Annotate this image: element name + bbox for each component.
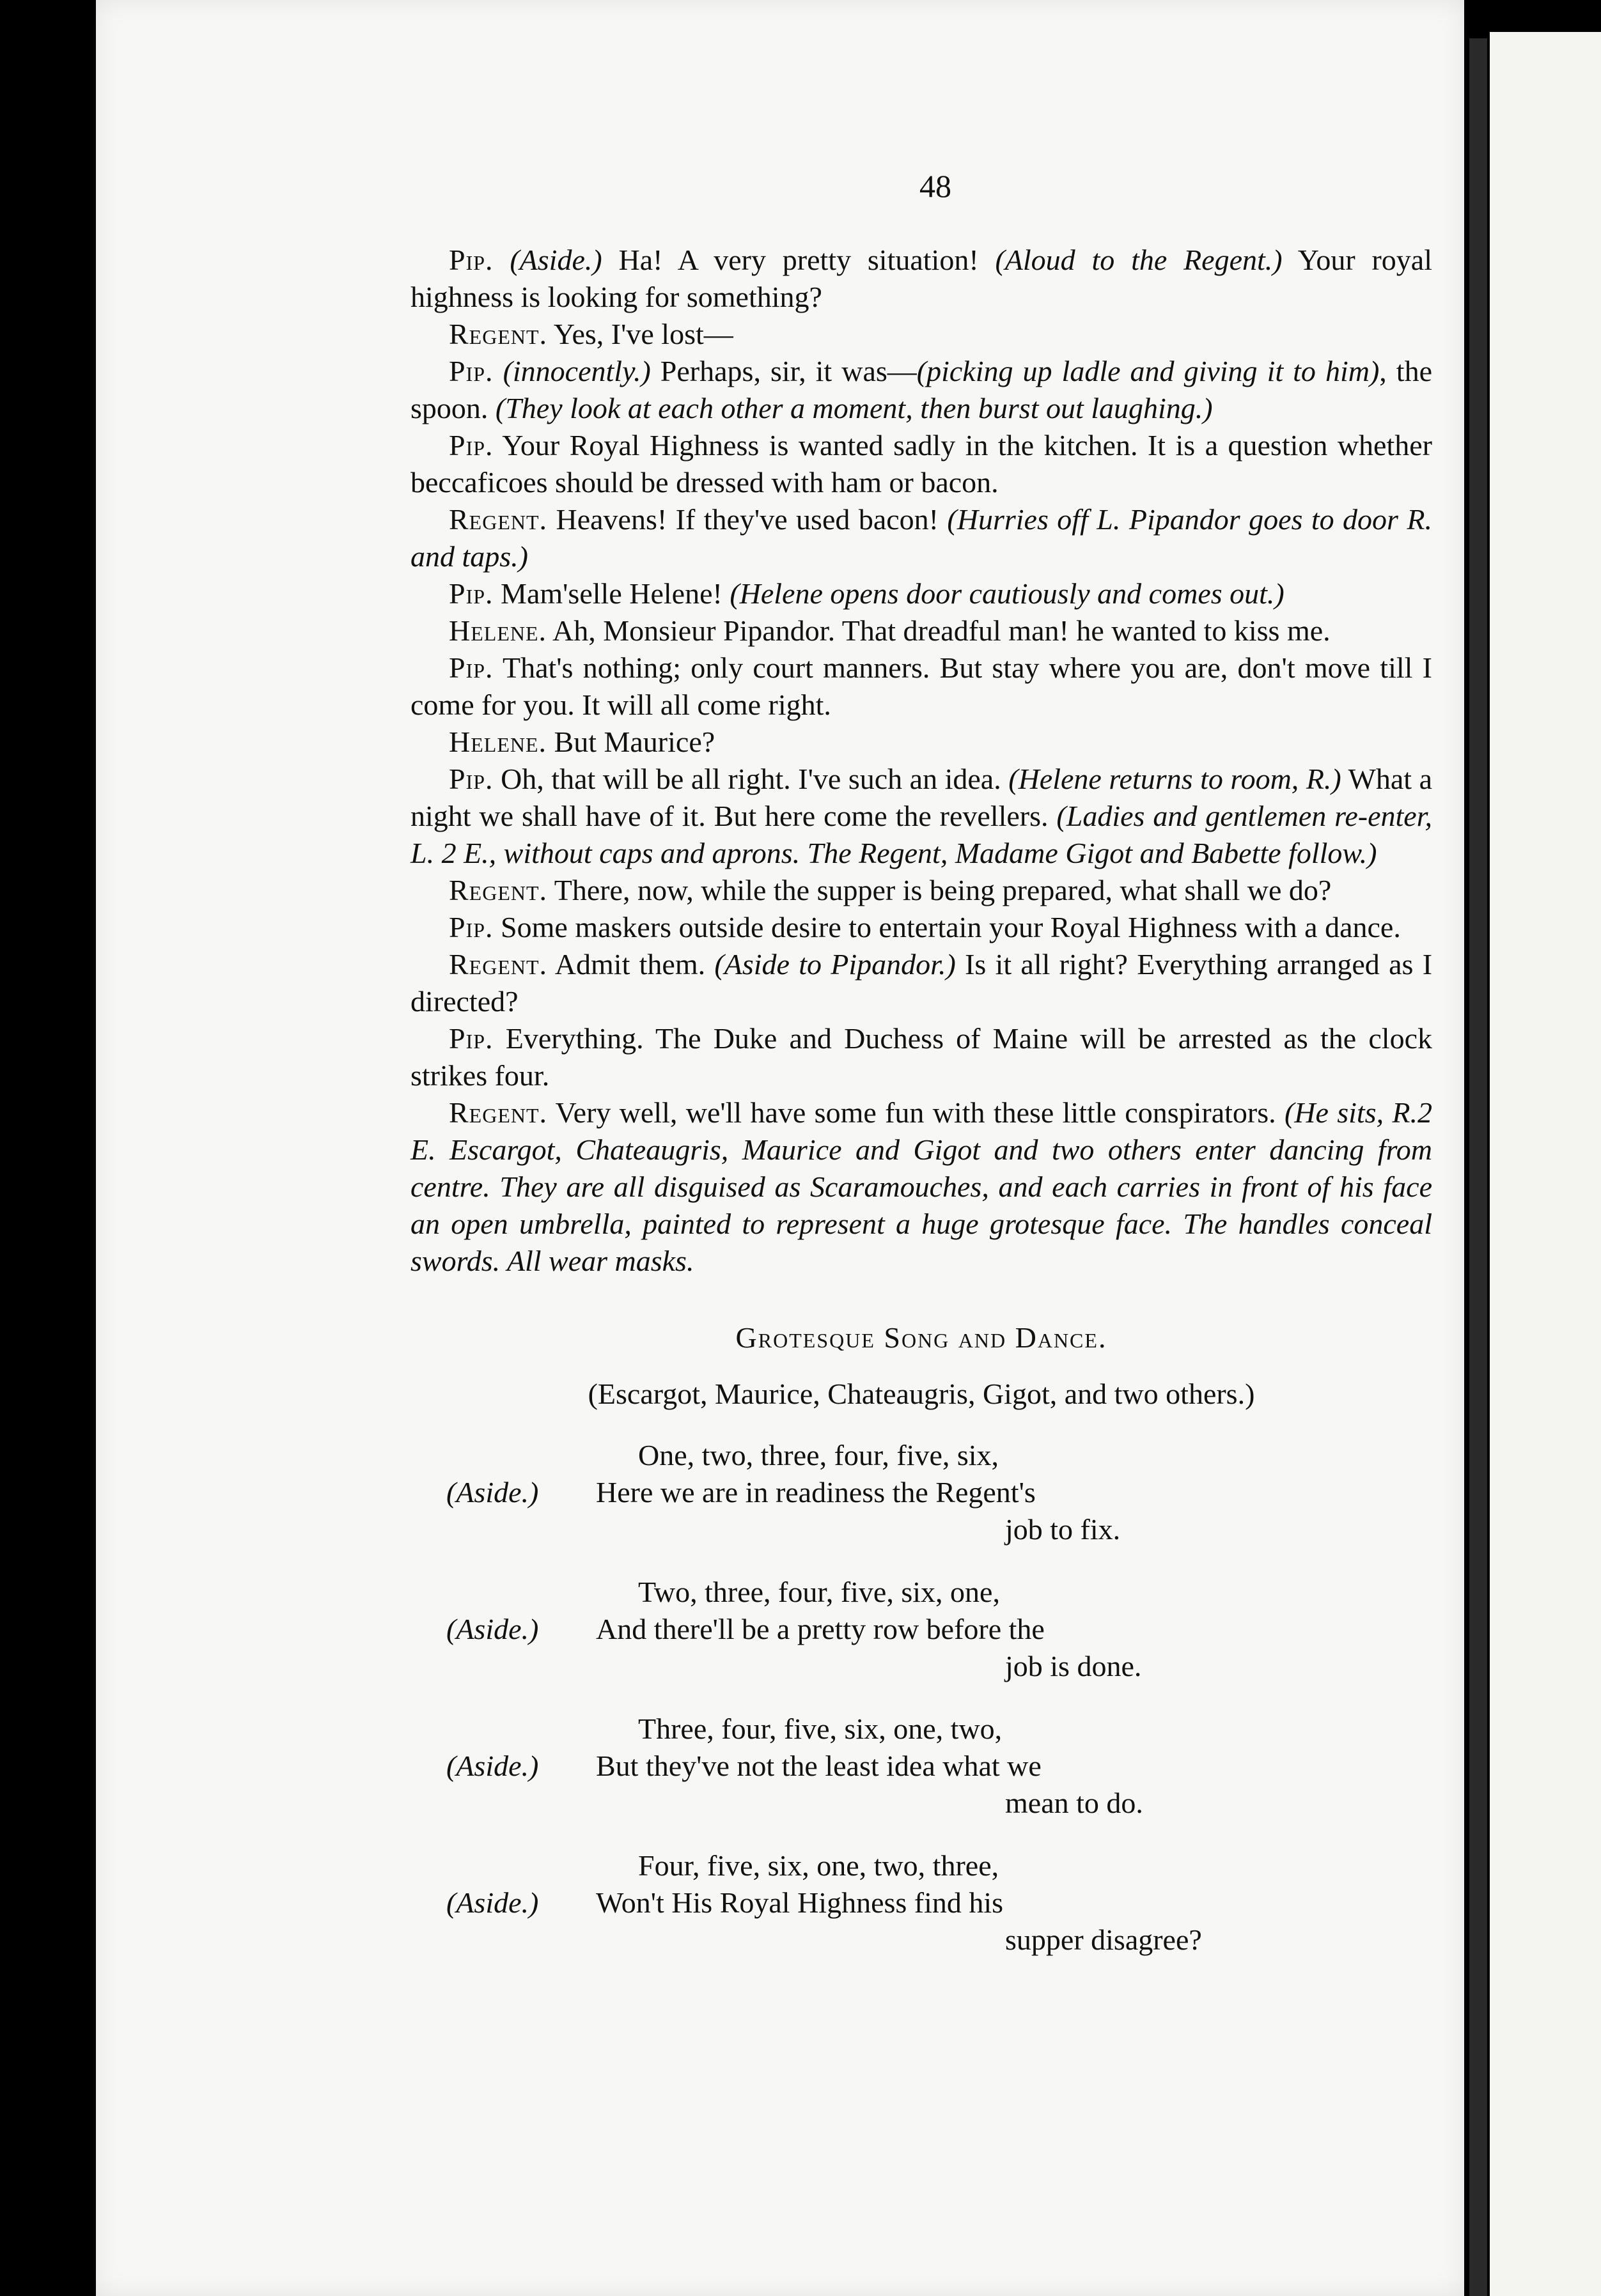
dialogue-line: Pip. Some maskers outside desire to entertain your Royal Highness with a dance. <box>449 911 1401 943</box>
dialogue-line: Pip. Oh, that will be all right. I've such an idea. (Helene returns to room, R.) What a night we shall have of it. But here come the revellers. (Ladies and gentlemen re-enter, L. 2 E., without caps and aprons. The Regent, Madame Gigot and Babette follow.) <box>410 763 1433 869</box>
stanza-end-line: mean to do. <box>1005 1787 1143 1819</box>
aside-label: (Aside.) <box>446 1613 539 1645</box>
stanza <box>410 1437 1432 1548</box>
stanza-count-line: Four, five, six, one, two, three, <box>638 1849 999 1882</box>
stanza <box>410 1847 1432 1959</box>
dialogue-line: Pip. Everything. The Duke and Duchess of Maine will be arrested as the clock strikes four. <box>410 1022 1432 1092</box>
stanza <box>410 1574 1432 1685</box>
dialogue-line: Pip. (innocently.) Perhaps, sir, it was—(picking up ladle and giving it to him), the spoon. (They look at each other a moment, then burst out laughing.) <box>410 355 1433 424</box>
stanza-count-line: One, two, three, four, five, six, <box>638 1439 999 1471</box>
song-lyrics <box>410 1437 1432 1959</box>
dialogue-line: Helene. But Maurice? <box>449 725 715 758</box>
stanza-end-line: job is done. <box>1005 1650 1142 1682</box>
stanza-end-line: job to fix. <box>1005 1513 1121 1546</box>
stanza-main-line <box>410 1884 1432 1921</box>
lyric-text: But they've not the least idea what we <box>596 1749 1042 1782</box>
stage-direction: Regent. Very well, we'll have some fun with these little conspirators. (He sits, R.2 E. Escargot, Chateaugris, Maurice and Gigot and two others enter dancing from centre. They are all disguised as Scaramouches, and each carries in front of his face an open umbrella, painted to represent a huge grotesque face. The handles conceal swords. All wear masks. <box>410 1096 1432 1277</box>
song-title: Grotesque Song and Dance. <box>735 1321 1107 1354</box>
dialogue-line: Pip. (Aside.) Ha! A very pretty situation! (Aloud to the Regent.) Your royal highness is looking for something? <box>410 244 1432 313</box>
dialogue-line: Helene. Ah, Monsieur Pipandor. That dreadful man! he wanted to kiss me. <box>449 614 1331 647</box>
stanza-count-line: Two, three, four, five, six, one, <box>638 1576 1000 1608</box>
stanza-main-line <box>410 1474 1432 1511</box>
stanza <box>410 1710 1432 1822</box>
dialogue-line: Pip. Mam'selle Helene! (Helene opens door cautiously and comes out.) <box>449 577 1285 610</box>
dialogue-line: Regent. Heavens! If they've used bacon! (Hurries off L. Pipandor goes to door R. and taps.) <box>410 503 1432 573</box>
lyric-text: And there'll be a pretty row before the <box>596 1613 1045 1645</box>
play-text <box>410 242 1432 1984</box>
stanza-end-line: supper disagree? <box>1005 1923 1202 1956</box>
aside-label: (Aside.) <box>446 1749 539 1782</box>
stanza-main-line <box>410 1611 1432 1648</box>
aside-label: (Aside.) <box>446 1476 539 1509</box>
dialogue-line: Regent. There, now, while the supper is being prepared, what shall we do? <box>449 874 1332 906</box>
book-page <box>96 0 1464 2296</box>
dialogue-line: Pip. Your Royal Highness is wanted sadly in the kitchen. It is a question whether beccaficoes should be dressed with ham or bacon. <box>410 429 1432 499</box>
page-gutter <box>1469 38 1487 2296</box>
dialogue-line: Regent. Yes, I've lost— <box>449 318 733 350</box>
lyric-text: Here we are in readiness the Regent's <box>596 1476 1036 1509</box>
facing-page-edge <box>1490 32 1601 2296</box>
dialogue-line: Regent. Admit them. (Aside to Pipandor.) Is it all right? Everything arranged as I directed? <box>410 948 1433 1018</box>
lyric-text: Won't His Royal Highness find his <box>596 1886 1004 1919</box>
stanza-count-line: Three, four, five, six, one, two, <box>638 1712 1003 1745</box>
aside-label: (Aside.) <box>446 1886 539 1919</box>
dialogue-line: Pip. That's nothing; only court manners. But stay where you are, don't move till I come for you. It will all come right. <box>410 651 1432 721</box>
page-number: 48 <box>919 168 951 204</box>
song-performers: (Escargot, Maurice, Chateaugris, Gigot, and two others.) <box>588 1377 1255 1410</box>
stanza-main-line <box>410 1748 1432 1785</box>
